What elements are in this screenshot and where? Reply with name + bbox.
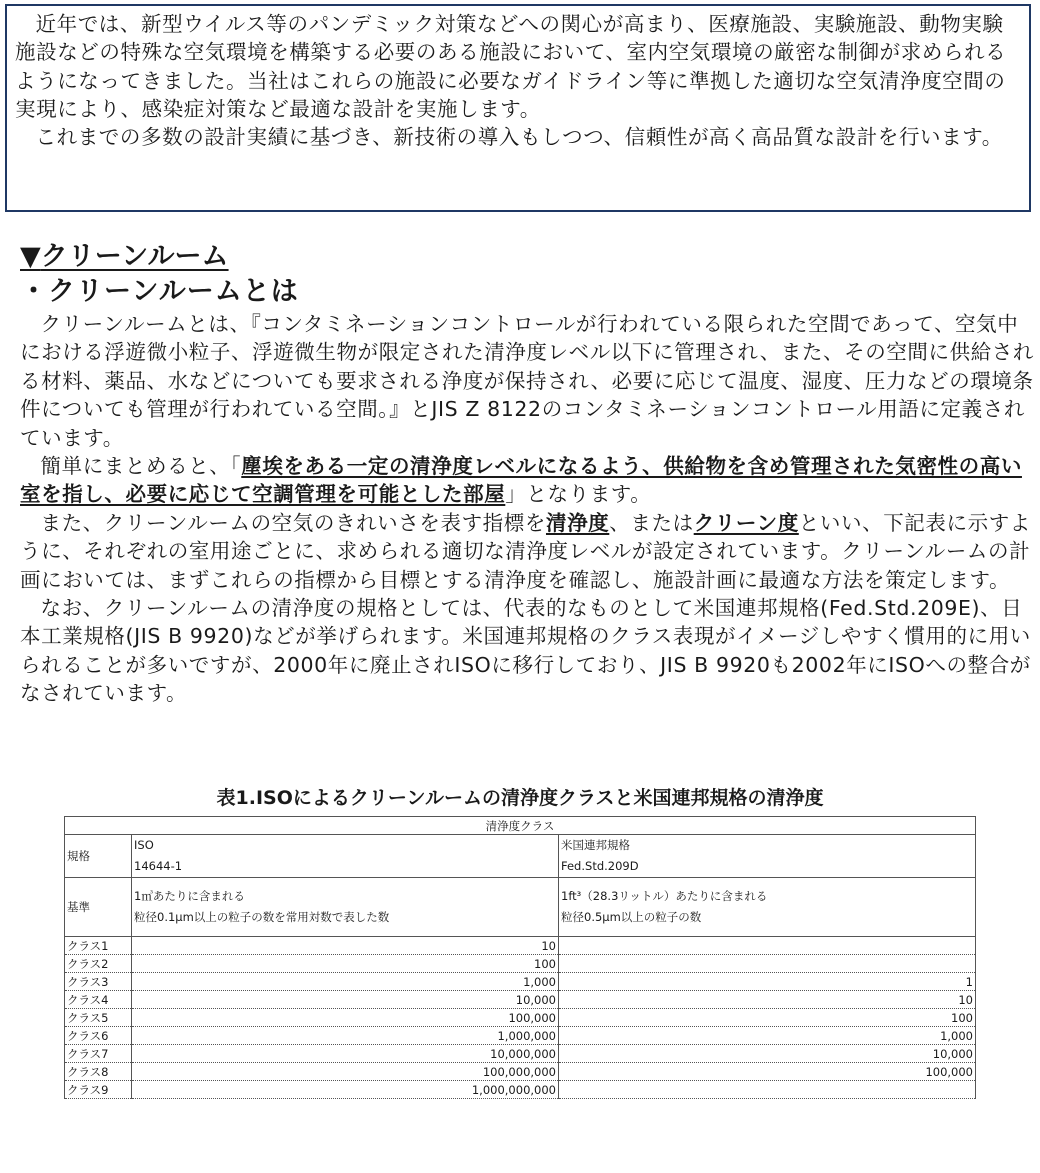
iso-standard-cell xyxy=(132,835,559,878)
cleanliness-text-a: また、クリーンルームの空気のきれいさを表す指標を xyxy=(40,510,546,535)
class-label-cell: クラス9 xyxy=(65,1081,132,1099)
table-row xyxy=(65,1045,976,1063)
table-caption: 表1.ISOによるクリーンルームの清浄度クラスと米国連邦規格の清浄度 xyxy=(216,787,824,809)
summary-paragraph xyxy=(20,452,1035,509)
iso-value-cell: 1,000 xyxy=(132,973,559,991)
iso-value-cell: 1,000,000,000 xyxy=(132,1081,559,1099)
iso-value-cell: 10 xyxy=(132,937,559,955)
summary-post: 」となります。 xyxy=(505,482,652,507)
fed-standard-cell xyxy=(559,835,976,878)
fed-value-cell: 100 xyxy=(559,1009,976,1027)
class-label-cell: クラス2 xyxy=(65,955,132,973)
term-clean-degree: クリーン度 xyxy=(693,510,799,535)
fed-value-cell: 10,000 xyxy=(559,1045,976,1063)
table-header-cell: 清浄度クラス xyxy=(65,817,976,835)
class-label-cell: クラス4 xyxy=(65,991,132,1009)
term-cleanliness: 清浄度 xyxy=(545,510,610,535)
iso-basis-line1: 1㎥あたりに含まれる xyxy=(134,889,245,903)
fed-standard-line1: 米国連邦規格 xyxy=(561,838,630,852)
standards-paragraph: なお、クリーンルームの清浄度の規格としては、代表的なものとして米国連邦規格(Fed.Std.209E)、日本工業規格(JIS B 9920)などが挙げられます。米国連邦規格のクラス表現がイメージしやすく慣用的に用いられることが多いですが、2000年に廃止されISOに移行しており、JIS B 9920も2002年にISOへの整合がなされています。 xyxy=(20,596,1031,706)
iso-standard-line1: ISO xyxy=(134,838,154,852)
class-label-cell: クラス6 xyxy=(65,1027,132,1045)
iso-value-cell: 100,000 xyxy=(132,1009,559,1027)
table-row xyxy=(65,1009,976,1027)
table-header-row xyxy=(65,817,976,835)
iso-value-cell: 10,000 xyxy=(132,991,559,1009)
section-heading-text: クリーンルーム xyxy=(40,241,229,272)
fed-value-cell xyxy=(559,1081,976,1099)
fed-value-cell: 1 xyxy=(559,973,976,991)
fed-value-cell: 10 xyxy=(559,991,976,1009)
iso-value-cell: 100 xyxy=(132,955,559,973)
fed-basis-line2: 粒径0.5μm以上の粒子の数 xyxy=(561,910,702,924)
intro-paragraph-2: これまでの多数の設計実績に基づき、新技術の導入もしつつ、信頼性が高く高品質な設計を行います。 xyxy=(35,125,1003,150)
fed-value-cell xyxy=(559,955,976,973)
table-row xyxy=(65,1063,976,1081)
standard-row xyxy=(65,835,976,878)
cleanliness-class-table xyxy=(64,816,976,1099)
cleanliness-text-c: 、または xyxy=(609,510,694,535)
fed-basis-cell xyxy=(559,878,976,937)
iso-basis-cell xyxy=(132,878,559,937)
fed-value-cell: 1,000 xyxy=(559,1027,976,1045)
iso-value-cell: 1,000,000 xyxy=(132,1027,559,1045)
iso-value-cell: 10,000,000 xyxy=(132,1045,559,1063)
class-label-cell: クラス8 xyxy=(65,1063,132,1081)
iso-standard-line2: 14644-1 xyxy=(134,859,183,873)
sub-heading: ・クリーンルームとは xyxy=(20,276,299,307)
class-label-cell: クラス5 xyxy=(65,1009,132,1027)
basis-label: 基準 xyxy=(65,878,132,937)
definition-paragraph: クリーンルームとは、『コンタミネーションコントロールが行われている限られた空間であって、空気中における浮遊微小粒子、浮遊微生物が限定された清浄度レベル以下に管理され、また、その空間に供給される材料、薬品、水などについても要求される浄度が保持され、必要に応じて温度、湿度、圧力などの環境条件についても管理が行われている空間。』とJIS Z 8122のコンタミネーションコントロール用語に定義されています。 xyxy=(20,312,1035,450)
class-label-cell: クラス3 xyxy=(65,973,132,991)
iso-basis-line2: 粒径0.1μm以上の粒子の数を常用対数で表した数 xyxy=(134,910,390,924)
class-label-cell: クラス1 xyxy=(65,937,132,955)
triangle-marker-icon: ▼ xyxy=(20,241,41,272)
table-row xyxy=(65,973,976,991)
cleanroom-section xyxy=(20,240,1035,708)
basis-row xyxy=(65,878,976,937)
section-heading xyxy=(20,240,1035,274)
fed-basis-line1: 1ft³（28.3リットル）あたりに含まれる xyxy=(561,889,768,903)
table-row xyxy=(65,955,976,973)
iso-value-cell: 100,000,000 xyxy=(132,1063,559,1081)
fed-value-cell xyxy=(559,937,976,955)
intro-box xyxy=(5,4,1031,212)
class-label-cell: クラス7 xyxy=(65,1045,132,1063)
summary-emphasis: 塵埃をある一定の清浄度レベルになるよう、供給物を含め管理された気密性の高い室を指し、必要に応じて空調管理を可能とした部屋 xyxy=(20,454,1022,507)
cleanliness-paragraph xyxy=(20,509,1035,594)
standard-label: 規格 xyxy=(65,835,132,878)
fed-value-cell: 100,000 xyxy=(559,1063,976,1081)
fed-standard-line2: Fed.Std.209D xyxy=(561,859,639,873)
table-row xyxy=(65,1027,976,1045)
summary-pre: 簡単にまとめると、「 xyxy=(40,454,242,479)
table-row xyxy=(65,991,976,1009)
intro-paragraph-1: 近年では、新型ウイルス等のパンデミック対策などへの関心が高まり、医療施設、実験施設、動物実験施設などの特殊な空気環境を構築する必要のある施設において、室内空気環境の厳密な制御が求められるようになってきました。当社はこれらの施設に必要なガイドライン等に準拠した適切な空気清浄度空間の実現により、感染症対策など最適な設計を実施します。 xyxy=(15,12,1007,121)
table-row xyxy=(65,1081,976,1099)
table-row xyxy=(65,937,976,955)
cleanliness-text-e: といい、下記表に示すように、それぞれの室用途ごとに、求められる適切な清浄度レベルが設定されています。クリーンルームの計画においては、まずこれらの指標から目標とする清浄度を確認し、施設計画に最適な方法を策定します。 xyxy=(20,510,1031,592)
